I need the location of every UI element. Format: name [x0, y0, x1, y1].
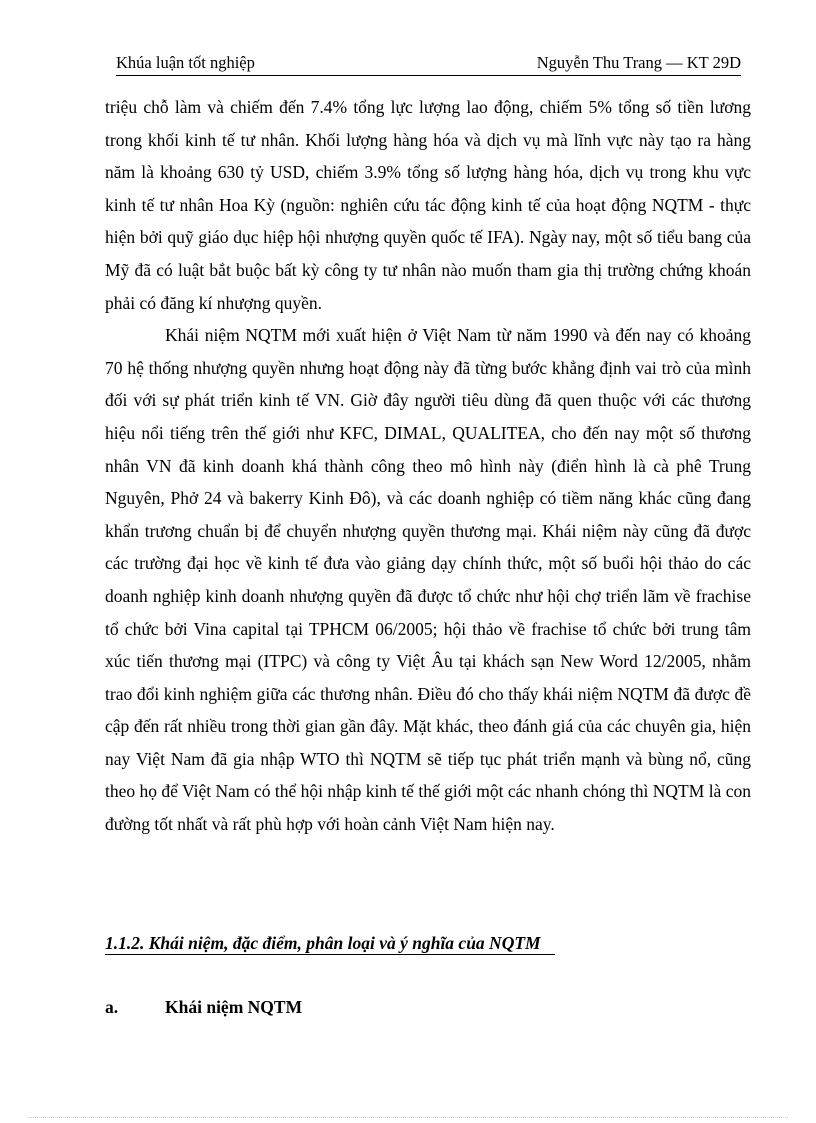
sub-heading-label: a.	[105, 997, 119, 1017]
paragraph-2: Khái niệm NQTM mới xuất hiện ở Việt Nam từ năm 1990 và đến nay có khoảng 70 hệ thống nhượng quyền nhưng hoạt động này đã từng bước khẳng định vai trò của mình đối với sự phát triển kinh tế VN. Giờ đây người tiêu dùng đã quen thuộc với các thương hiệu nổi tiếng trên thế giới như KFC, DIMAL, QUALITEA, cho đến nay một số thương nhân VN đã kinh doanh khá thành công theo mô hình này (điển hình là cà phê Trung Nguyên, Phở 24 và bakerry Kinh Đô), và các doanh nghiệp có tiềm năng khác cũng đang khẩn trương chuẩn bị để chuyển nhượng quyền thương mại. Khái niệm này cũng đã được các trường đại học về kinh tế đưa vào giảng dạy chính thức, một số buổi hội thảo do các doanh nghiệp kinh doanh nhượng quyền đã được tổ chức như hội chợ triển lãm về frachise tổ chức bởi Vina capital tại TPHCM 06/2005; hội thảo về frachise tổ chức bởi trung tâm xúc tiến thương mại (ITPC) và công ty Việt Âu tại khách sạn New Word 12/2005, nhằm trao đổi kinh nghiệm giữa các thương nhân. Điều đó cho thấy khái niệm NQTM đã được đề cập đến rất nhiều trong thời gian gần đây. Mặt khác, theo đánh giá của các chuyên gia, hiện nay Việt Nam đã gia nhập WTO thì NQTM sẽ tiếp tục phát triển mạnh và bùng nổ, cũng theo họ để Việt Nam có thể hội nhập kinh tế thế giới một các nhanh chóng thì NQTM là con đường tốt nhất và rất phù hợp với hoàn cảnh Việt Nam hiện nay.	[105, 325, 751, 835]
section-heading: 1.1.2. Khái niệm, đặc điểm, phân loại và ý nghĩa của NQTM	[105, 932, 555, 955]
paragraph-1: triệu chỗ làm và chiếm đến 7.4% tổng lực lượng lao động, chiếm 5% tổng số tiền lương trong khối kinh tế tư nhân. Khối lượng hàng hóa và dịch vụ mà lĩnh vực này tạo ra hàng năm là khoảng 630 tỷ USD, chiếm 3.9% tổng số lượng hàng hóa, dịch vụ trong khu vực kinh tế tư nhân Hoa Kỳ (nguồn: nghiên cứu tác động kinh tế của hoạt động NQTM - thực hiện bởi quỹ giáo dục hiệp hội nhượng quyền quốc tế IFA). Ngày nay, một số tiểu bang của Mỹ đã có luật bắt buộc bất kỳ công ty tư nhân nào muốn tham gia thị trường chứng khoán phải có đăng kí nhượng quyền.	[105, 97, 751, 313]
page-header	[116, 53, 741, 76]
body-text	[105, 91, 751, 841]
header-thesis-title: Khúa luận tốt nghiệp	[116, 53, 255, 72]
sub-heading-text: Khái niệm NQTM	[165, 997, 303, 1017]
footer-divider	[28, 1117, 788, 1118]
header-author: Nguyễn Thu Trang — KT 29D	[536, 53, 741, 72]
sub-heading	[105, 996, 302, 1018]
